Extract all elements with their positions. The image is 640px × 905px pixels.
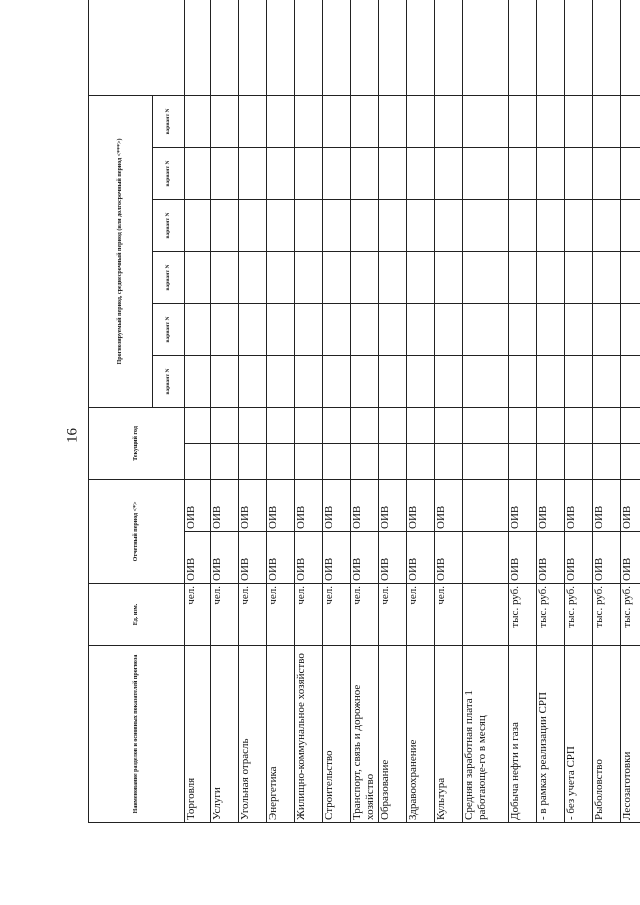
header-variant: вариант N [153, 147, 185, 199]
row-empty-cell [323, 303, 351, 355]
row-unit-cell: тыс. руб. [537, 584, 565, 646]
row-unit-cell: тыс. руб. [621, 584, 640, 646]
row-empty-cell [295, 355, 323, 407]
row-empty-cell [211, 147, 239, 199]
row-empty-cell [267, 407, 295, 443]
table-row [565, 0, 593, 823]
row-empty-cell [435, 199, 463, 251]
row-empty-cell [593, 0, 621, 95]
row-empty-cell [509, 199, 537, 251]
row-empty-cell [267, 147, 295, 199]
row-reported-cell: ОИВ [509, 479, 537, 531]
table-row [593, 0, 621, 823]
row-name-cell: Транспорт, связь и дорожное хозяйство [351, 646, 379, 823]
row-reported-cell: ОИВ [211, 532, 239, 584]
row-empty-cell [621, 355, 640, 407]
row-name-cell: Жилищно-коммунальное хозяйство [295, 646, 323, 823]
row-name-cell: - в рамках реализации СРП [537, 646, 565, 823]
page-number: 16 [64, 428, 81, 443]
table-row [407, 0, 435, 823]
row-reported-cell: ОИВ [295, 532, 323, 584]
row-reported-cell: ОИВ [379, 532, 407, 584]
row-reported-cell: ОИВ [435, 532, 463, 584]
row-empty-cell [537, 443, 565, 479]
row-name-cell: Рыболовство [593, 646, 621, 823]
row-empty-cell [435, 251, 463, 303]
row-unit-cell: чел. [185, 584, 211, 646]
row-empty-cell [463, 443, 509, 479]
row-empty-cell [185, 0, 211, 95]
row-reported-cell: ОИВ [295, 479, 323, 531]
row-name-cell: Энергетика [267, 646, 295, 823]
header-variant: вариант N [153, 199, 185, 251]
row-empty-cell [323, 355, 351, 407]
row-empty-cell [351, 199, 379, 251]
row-unit-cell: тыс. руб. [509, 584, 537, 646]
row-name-cell: - без учета СРП [565, 646, 593, 823]
row-empty-cell [267, 251, 295, 303]
row-reported-cell: ОИВ [185, 532, 211, 584]
row-empty-cell [323, 147, 351, 199]
row-empty-cell [351, 407, 379, 443]
row-empty-cell [621, 199, 640, 251]
row-name-cell: Средняя заработная плата 1 работающе-го в месяц [463, 646, 509, 823]
row-empty-cell [239, 95, 267, 147]
row-empty-cell [323, 251, 351, 303]
row-empty-cell [295, 251, 323, 303]
row-unit-cell: чел. [379, 584, 407, 646]
row-empty-cell [185, 443, 211, 479]
row-name-cell: Услуги [211, 646, 239, 823]
row-empty-cell [267, 0, 295, 95]
row-empty-cell [463, 199, 509, 251]
row-empty-cell [295, 303, 323, 355]
row-empty-cell [295, 147, 323, 199]
row-unit-cell: чел. [267, 584, 295, 646]
row-empty-cell [537, 199, 565, 251]
table-row [211, 0, 239, 823]
table-row [351, 0, 379, 823]
row-reported-cell: ОИВ [509, 532, 537, 584]
row-empty-cell [323, 199, 351, 251]
row-empty-cell [509, 407, 537, 443]
row-empty-cell [351, 0, 379, 95]
row-empty-cell [239, 0, 267, 95]
row-empty-cell [621, 303, 640, 355]
header-variant: вариант N [153, 303, 185, 355]
row-empty-cell [379, 355, 407, 407]
row-reported-cell: ОИВ [323, 479, 351, 531]
row-empty-cell [185, 303, 211, 355]
row-empty-cell [351, 443, 379, 479]
row-empty-cell [435, 443, 463, 479]
row-reported-cell: ОИВ [323, 532, 351, 584]
row-empty-cell [211, 251, 239, 303]
row-empty-cell [379, 303, 407, 355]
row-empty-cell [239, 251, 267, 303]
header-unit: Ед. изм. [89, 584, 185, 646]
row-reported-cell: ОИВ [211, 479, 239, 531]
row-empty-cell [379, 0, 407, 95]
row-empty-cell [593, 407, 621, 443]
header-name: Наименование разделов и основных показателей прогноза [89, 646, 185, 823]
row-empty-cell [185, 407, 211, 443]
row-empty-cell [463, 355, 509, 407]
row-empty-cell [565, 147, 593, 199]
row-empty-cell [565, 407, 593, 443]
table-row [379, 0, 407, 823]
row-empty-cell [407, 251, 435, 303]
row-empty-cell [593, 95, 621, 147]
row-empty-cell [407, 0, 435, 95]
row-empty-cell [565, 355, 593, 407]
row-empty-cell [621, 443, 640, 479]
row-empty-cell [509, 95, 537, 147]
row-empty-cell [211, 0, 239, 95]
row-reported-cell: ОИВ [565, 532, 593, 584]
row-empty-cell [565, 199, 593, 251]
row-reported-cell: ОИВ [185, 479, 211, 531]
row-empty-cell [435, 95, 463, 147]
row-reported-cell: ОИВ [621, 532, 640, 584]
row-empty-cell [239, 199, 267, 251]
row-empty-cell [295, 443, 323, 479]
rotated-table-stage [88, 38, 633, 823]
row-reported-cell: ОИВ [565, 479, 593, 531]
row-name-cell: Строительство [323, 646, 351, 823]
row-empty-cell [407, 407, 435, 443]
row-empty-cell [211, 407, 239, 443]
row-empty-cell [621, 407, 640, 443]
row-reported-cell [463, 479, 509, 531]
row-empty-cell [537, 251, 565, 303]
row-unit-cell [463, 584, 509, 646]
forecast-table [88, 0, 640, 823]
row-reported-cell: ОИВ [435, 479, 463, 531]
row-name-cell: Образование [379, 646, 407, 823]
row-empty-cell [593, 199, 621, 251]
row-empty-cell [379, 95, 407, 147]
row-empty-cell [323, 95, 351, 147]
row-empty-cell [185, 199, 211, 251]
row-name-cell: Культура [435, 646, 463, 823]
row-unit-cell: чел. [435, 584, 463, 646]
row-empty-cell [463, 0, 509, 95]
row-empty-cell [435, 0, 463, 95]
row-unit-cell: чел. [323, 584, 351, 646]
row-name-cell: Угольная отрасль [239, 646, 267, 823]
row-empty-cell [593, 303, 621, 355]
row-reported-cell: ОИВ [593, 479, 621, 531]
row-empty-cell [537, 0, 565, 95]
row-empty-cell [593, 251, 621, 303]
row-empty-cell [185, 147, 211, 199]
row-empty-cell [593, 443, 621, 479]
row-empty-cell [295, 407, 323, 443]
table-row [435, 0, 463, 823]
header-variant: вариант N [153, 251, 185, 303]
row-unit-cell: чел. [239, 584, 267, 646]
row-empty-cell [185, 251, 211, 303]
row-empty-cell [509, 355, 537, 407]
table-row [323, 0, 351, 823]
header-reported: Отчетный период <*> [89, 479, 185, 583]
table-row [239, 0, 267, 823]
table-row [537, 0, 565, 823]
row-empty-cell [379, 407, 407, 443]
row-empty-cell [463, 407, 509, 443]
row-empty-cell [267, 95, 295, 147]
row-empty-cell [211, 303, 239, 355]
row-empty-cell [407, 95, 435, 147]
row-reported-cell: ОИВ [239, 479, 267, 531]
row-empty-cell [509, 443, 537, 479]
table-body [185, 0, 640, 823]
row-empty-cell [267, 443, 295, 479]
row-empty-cell [537, 147, 565, 199]
header-variant: вариант N [153, 95, 185, 147]
row-empty-cell [509, 251, 537, 303]
row-empty-cell [267, 355, 295, 407]
row-empty-cell [565, 303, 593, 355]
table-row [185, 0, 211, 823]
row-empty-cell [621, 95, 640, 147]
row-empty-cell [185, 95, 211, 147]
row-empty-cell [407, 303, 435, 355]
row-empty-cell [379, 251, 407, 303]
row-name-cell: Торговля [185, 646, 211, 823]
row-empty-cell [565, 443, 593, 479]
row-empty-cell [435, 407, 463, 443]
row-name-cell: Здравоохранение [407, 646, 435, 823]
row-reported-cell: ОИВ [621, 479, 640, 531]
row-empty-cell [323, 407, 351, 443]
row-empty-cell [621, 251, 640, 303]
row-empty-cell [509, 303, 537, 355]
row-empty-cell [621, 147, 640, 199]
row-empty-cell [509, 147, 537, 199]
row-unit-cell: чел. [351, 584, 379, 646]
row-unit-cell: чел. [211, 584, 239, 646]
row-empty-cell [239, 355, 267, 407]
row-empty-cell [239, 407, 267, 443]
table-row [621, 0, 640, 823]
row-empty-cell [379, 147, 407, 199]
row-empty-cell [211, 443, 239, 479]
row-empty-cell [295, 0, 323, 95]
row-empty-cell [379, 199, 407, 251]
row-empty-cell [323, 443, 351, 479]
row-empty-cell [593, 355, 621, 407]
row-reported-cell: ОИВ [379, 479, 407, 531]
row-empty-cell [407, 443, 435, 479]
row-empty-cell [267, 303, 295, 355]
row-empty-cell [351, 95, 379, 147]
row-empty-cell [351, 251, 379, 303]
row-empty-cell [407, 199, 435, 251]
row-empty-cell [565, 251, 593, 303]
row-empty-cell [267, 199, 295, 251]
row-empty-cell [463, 303, 509, 355]
row-empty-cell [239, 303, 267, 355]
row-empty-cell [463, 95, 509, 147]
row-empty-cell [463, 251, 509, 303]
header-forecast: Прогнозируемый период, среднесрочный период (или долгосрочный период <***>) [89, 95, 153, 407]
table-row [295, 0, 323, 823]
row-empty-cell [239, 443, 267, 479]
row-empty-cell [537, 303, 565, 355]
row-empty-cell [211, 95, 239, 147]
row-empty-cell [537, 95, 565, 147]
header-variant: вариант N [153, 355, 185, 407]
row-unit-cell: тыс. руб. [565, 584, 593, 646]
row-name-cell: Лесозаготовки [621, 646, 640, 823]
row-reported-cell: ОИВ [351, 479, 379, 531]
row-empty-cell [537, 407, 565, 443]
row-unit-cell: тыс. руб. [593, 584, 621, 646]
row-empty-cell [463, 147, 509, 199]
row-empty-cell [323, 0, 351, 95]
row-empty-cell [435, 355, 463, 407]
row-empty-cell [295, 95, 323, 147]
row-empty-cell [351, 147, 379, 199]
row-reported-cell: ОИВ [267, 532, 295, 584]
row-reported-cell: ОИВ [537, 532, 565, 584]
row-reported-cell: ОИВ [267, 479, 295, 531]
row-empty-cell [435, 303, 463, 355]
row-reported-cell [463, 532, 509, 584]
row-empty-cell [509, 0, 537, 95]
row-empty-cell [239, 147, 267, 199]
row-empty-cell [537, 355, 565, 407]
row-empty-cell [211, 355, 239, 407]
row-empty-cell [185, 355, 211, 407]
row-reported-cell: ОИВ [537, 479, 565, 531]
table-row [509, 0, 537, 823]
row-empty-cell [593, 147, 621, 199]
row-empty-cell [621, 0, 640, 95]
row-empty-cell [565, 95, 593, 147]
header-empty [89, 0, 185, 95]
row-reported-cell: ОИВ [239, 532, 267, 584]
row-empty-cell [351, 355, 379, 407]
row-unit-cell: чел. [295, 584, 323, 646]
row-reported-cell: ОИВ [593, 532, 621, 584]
row-empty-cell [435, 147, 463, 199]
row-unit-cell: чел. [407, 584, 435, 646]
row-name-cell: Добыча нефти и газа [509, 646, 537, 823]
row-empty-cell [407, 147, 435, 199]
row-empty-cell [565, 0, 593, 95]
row-reported-cell: ОИВ [351, 532, 379, 584]
row-empty-cell [379, 443, 407, 479]
row-empty-cell [211, 199, 239, 251]
row-empty-cell [295, 199, 323, 251]
row-empty-cell [407, 355, 435, 407]
header-current: Текущий год [89, 407, 185, 479]
table-row [267, 0, 295, 823]
row-reported-cell: ОИВ [407, 532, 435, 584]
row-reported-cell: ОИВ [407, 479, 435, 531]
row-empty-cell [351, 303, 379, 355]
table-row [463, 0, 509, 823]
